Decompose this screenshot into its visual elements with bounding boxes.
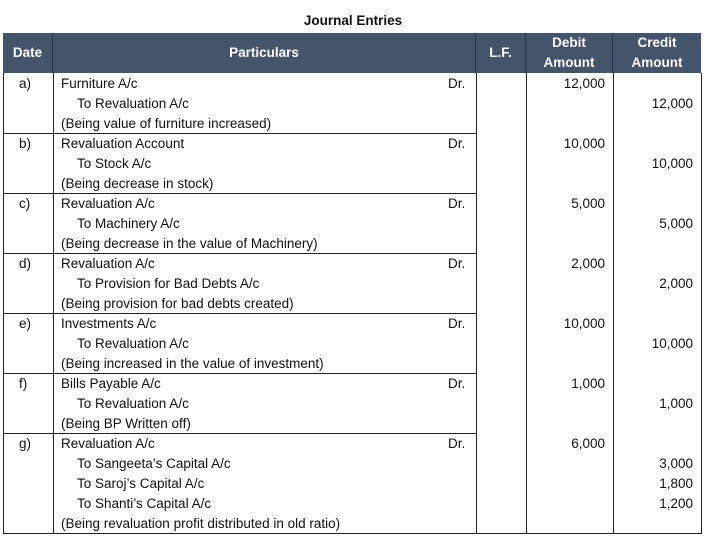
dr-marker: Dr. xyxy=(448,136,466,151)
entry-separator xyxy=(3,533,702,534)
credit-amount: 3,000 xyxy=(659,456,693,471)
entry-label: f) xyxy=(19,376,28,391)
header-particulars-label: Particulars xyxy=(229,45,299,60)
header-debit-bottom: Amount xyxy=(543,55,595,70)
credit-amount: 5,000 xyxy=(659,216,693,231)
credit-account: To Machinery A/c xyxy=(77,216,180,231)
credit-amount: 12,000 xyxy=(651,96,693,111)
credit-account: To Provision for Bad Debts A/c xyxy=(77,276,260,291)
credit-account: To Shanti’s Capital A/c xyxy=(77,496,212,511)
narration: (Being revaluation profit distributed in old ratio) xyxy=(61,516,341,531)
dr-marker: Dr. xyxy=(448,76,466,91)
credit-account: To Sangeeta’s Capital A/c xyxy=(77,456,231,471)
credit-amount: 10,000 xyxy=(651,156,693,171)
debit-amount: 10,000 xyxy=(563,136,605,151)
debit-account: Revaluation A/c xyxy=(61,436,155,451)
credit-amount: 2,000 xyxy=(659,276,693,291)
header-particulars xyxy=(53,33,476,73)
credit-amount: 1,800 xyxy=(659,476,693,491)
credit-amount: 1,000 xyxy=(659,396,693,411)
debit-account: Investments A/c xyxy=(61,316,157,331)
page-title: Journal Entries xyxy=(303,13,403,28)
debit-amount: 10,000 xyxy=(563,316,605,331)
credit-account: To Revaluation A/c xyxy=(77,96,189,111)
dr-marker: Dr. xyxy=(448,256,466,271)
entry-label: d) xyxy=(19,256,32,271)
credit-account: To Revaluation A/c xyxy=(77,396,189,411)
entry-label: b) xyxy=(19,136,32,151)
entry-label: e) xyxy=(19,316,32,331)
table-column-border xyxy=(476,73,477,534)
credit-account: To Stock A/c xyxy=(77,156,152,171)
debit-amount: 12,000 xyxy=(563,76,605,91)
dr-marker: Dr. xyxy=(448,436,466,451)
header-credit-top: Credit xyxy=(637,35,677,50)
credit-account: To Revaluation A/c xyxy=(77,336,189,351)
debit-amount: 1,000 xyxy=(571,376,605,391)
narration: (Being decrease in stock) xyxy=(61,176,214,191)
table-column-border xyxy=(3,73,4,534)
debit-amount: 6,000 xyxy=(571,436,605,451)
credit-amount: 1,200 xyxy=(659,496,693,511)
credit-amount: 10,000 xyxy=(651,336,693,351)
header-credit xyxy=(613,33,701,73)
entry-label: c) xyxy=(19,196,31,211)
debit-account: Revaluation A/c xyxy=(61,196,155,211)
header-debit xyxy=(526,33,613,73)
debit-amount: 5,000 xyxy=(571,196,605,211)
header-date-label: Date xyxy=(12,45,43,60)
entry-label: g) xyxy=(19,436,32,451)
narration: (Being BP Written off) xyxy=(61,416,191,431)
table-column-border xyxy=(53,73,54,534)
debit-account: Revaluation Account xyxy=(61,136,185,151)
credit-account: To Saroj’s Capital A/c xyxy=(77,476,205,491)
debit-account: Bills Payable A/c xyxy=(61,376,161,391)
entry-label: a) xyxy=(19,76,32,91)
dr-marker: Dr. xyxy=(448,316,466,331)
header-lf xyxy=(476,33,526,73)
header-date xyxy=(3,33,53,73)
header-debit-top: Debit xyxy=(552,35,586,50)
narration: (Being decrease in the value of Machinery) xyxy=(61,236,318,251)
debit-account: Revaluation A/c xyxy=(61,256,155,271)
header-credit-bottom: Amount xyxy=(631,55,683,70)
narration: (Being increased in the value of investment) xyxy=(61,356,324,371)
dr-marker: Dr. xyxy=(448,376,466,391)
narration: (Being provision for bad debts created) xyxy=(61,296,294,311)
header-lf-label: L.F. xyxy=(489,45,512,60)
dr-marker: Dr. xyxy=(448,196,466,211)
debit-amount: 2,000 xyxy=(571,256,605,271)
narration: (Being value of furniture increased) xyxy=(61,116,272,131)
debit-account: Furniture A/c xyxy=(61,76,138,91)
table-column-border xyxy=(701,73,702,534)
